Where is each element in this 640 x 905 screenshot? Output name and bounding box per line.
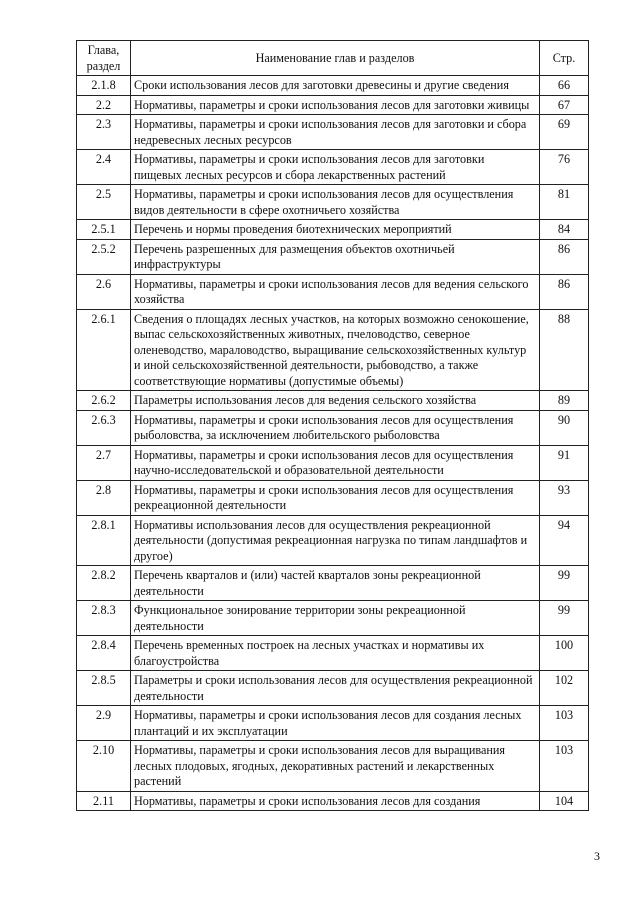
section-title: Нормативы, параметры и сроки использования лесов для ведения сельского хозяйства: [131, 274, 540, 309]
toc-table: [76, 40, 589, 811]
table-row: [77, 741, 589, 792]
section-title: Параметры использования лесов для ведения сельского хозяйства: [131, 391, 540, 411]
page-ref: 104: [540, 791, 589, 811]
page-ref: 91: [540, 445, 589, 480]
table-row: [77, 566, 589, 601]
section-number: 2.8.1: [77, 515, 131, 566]
section-title: Сроки использования лесов для заготовки древесины и другие сведения: [131, 76, 540, 96]
section-title: Нормативы, параметры и сроки использования лесов для заготовки пищевых лесных ресурсов и сбора лекарственных растений: [131, 150, 540, 185]
page-ref: 76: [540, 150, 589, 185]
section-title: Перечень кварталов и (или) частей кварталов зоны рекреационной деятельности: [131, 566, 540, 601]
section-number: 2.8.2: [77, 566, 131, 601]
section-number: 2.5.1: [77, 220, 131, 240]
section-number: 2.1.8: [77, 76, 131, 96]
section-title: Нормативы, параметры и сроки использования лесов для осуществления видов деятельности в сфере охотничьего хозяйства: [131, 185, 540, 220]
table-row: [77, 309, 589, 391]
table-row: [77, 706, 589, 741]
page-ref: 93: [540, 480, 589, 515]
section-title: Нормативы, параметры и сроки использования лесов для осуществления рекреационной деятельности: [131, 480, 540, 515]
table-row: [77, 185, 589, 220]
section-number: 2.6.2: [77, 391, 131, 411]
table-row: [77, 95, 589, 115]
page-ref: 103: [540, 706, 589, 741]
page-ref: 90: [540, 410, 589, 445]
section-title: Нормативы использования лесов для осуществления рекреационной деятельности (допустимая рекреационная нагрузка по типам ландшафтов и другое): [131, 515, 540, 566]
table-row: [77, 515, 589, 566]
section-number: 2.8.5: [77, 671, 131, 706]
section-title: Функциональное зонирование территории зоны рекреационной деятельности: [131, 601, 540, 636]
page-ref: 86: [540, 239, 589, 274]
section-number: 2.5: [77, 185, 131, 220]
table-row: [77, 601, 589, 636]
table-row: [77, 76, 589, 96]
table-header-row: [77, 41, 589, 76]
section-number: 2.6.1: [77, 309, 131, 391]
page-ref: 99: [540, 601, 589, 636]
section-number: 2.9: [77, 706, 131, 741]
section-title: Сведения о площадях лесных участков, на которых возможно сенокошение, выпас сельскохозяйственных животных, пчеловодство, северное оленеводство, мараловодство, выращивание сельскохозяйственных культур и иной сельскохозяйственной деятельности, рыбоводство, а также соответствующие нормативы (допустимые объемы): [131, 309, 540, 391]
table-row: [77, 636, 589, 671]
section-number: 2.8.4: [77, 636, 131, 671]
toc-body: [77, 76, 589, 811]
section-number: 2.7: [77, 445, 131, 480]
header-title: Наименование глав и разделов: [131, 41, 540, 76]
page-ref: 88: [540, 309, 589, 391]
page-ref: 89: [540, 391, 589, 411]
table-row: [77, 791, 589, 811]
table-row: [77, 391, 589, 411]
table-row: [77, 671, 589, 706]
page-ref: 100: [540, 636, 589, 671]
section-title: Нормативы, параметры и сроки использования лесов для заготовки живицы: [131, 95, 540, 115]
section-number: 2.3: [77, 115, 131, 150]
section-title: Перечень временных построек на лесных участках и нормативы их благоустройства: [131, 636, 540, 671]
table-row: [77, 445, 589, 480]
section-number: 2.2: [77, 95, 131, 115]
section-number: 2.10: [77, 741, 131, 792]
section-number: 2.8.3: [77, 601, 131, 636]
page-ref: 66: [540, 76, 589, 96]
table-row: [77, 410, 589, 445]
section-number: 2.5.2: [77, 239, 131, 274]
section-number: 2.8: [77, 480, 131, 515]
section-number: 2.4: [77, 150, 131, 185]
page-ref: 99: [540, 566, 589, 601]
section-title: Нормативы, параметры и сроки использования лесов для осуществления научно-исследовательской и образовательной деятельности: [131, 445, 540, 480]
page-ref: 103: [540, 741, 589, 792]
table-row: [77, 115, 589, 150]
section-title: Нормативы, параметры и сроки использования лесов для осуществления рыболовства, за исключением любительского рыболовства: [131, 410, 540, 445]
section-number: 2.11: [77, 791, 131, 811]
page-ref: 69: [540, 115, 589, 150]
section-title: Нормативы, параметры и сроки использования лесов для создания: [131, 791, 540, 811]
section-title: Параметры и сроки использования лесов для осуществления рекреационной деятельности: [131, 671, 540, 706]
table-row: [77, 274, 589, 309]
page-ref: 67: [540, 95, 589, 115]
page-ref: 102: [540, 671, 589, 706]
table-row: [77, 239, 589, 274]
section-title: Нормативы, параметры и сроки использования лесов для выращивания лесных плодовых, ягодных, декоративных растений и лекарственных растений: [131, 741, 540, 792]
section-title: Нормативы, параметры и сроки использования лесов для заготовки и сбора недревесных лесных ресурсов: [131, 115, 540, 150]
table-row: [77, 220, 589, 240]
section-title: Перечень разрешенных для размещения объектов охотничьей инфраструктуры: [131, 239, 540, 274]
page-ref: 81: [540, 185, 589, 220]
page-number: 3: [594, 849, 600, 863]
section-number: 2.6: [77, 274, 131, 309]
section-title: Нормативы, параметры и сроки использования лесов для создания лесных плантаций и их эксплуатации: [131, 706, 540, 741]
header-chapter: Глава, раздел: [77, 41, 131, 76]
table-row: [77, 150, 589, 185]
section-title: Перечень и нормы проведения биотехнических мероприятий: [131, 220, 540, 240]
page-ref: 86: [540, 274, 589, 309]
page-ref: 84: [540, 220, 589, 240]
page-ref: 94: [540, 515, 589, 566]
section-number: 2.6.3: [77, 410, 131, 445]
header-page: Стр.: [540, 41, 589, 76]
table-row: [77, 480, 589, 515]
